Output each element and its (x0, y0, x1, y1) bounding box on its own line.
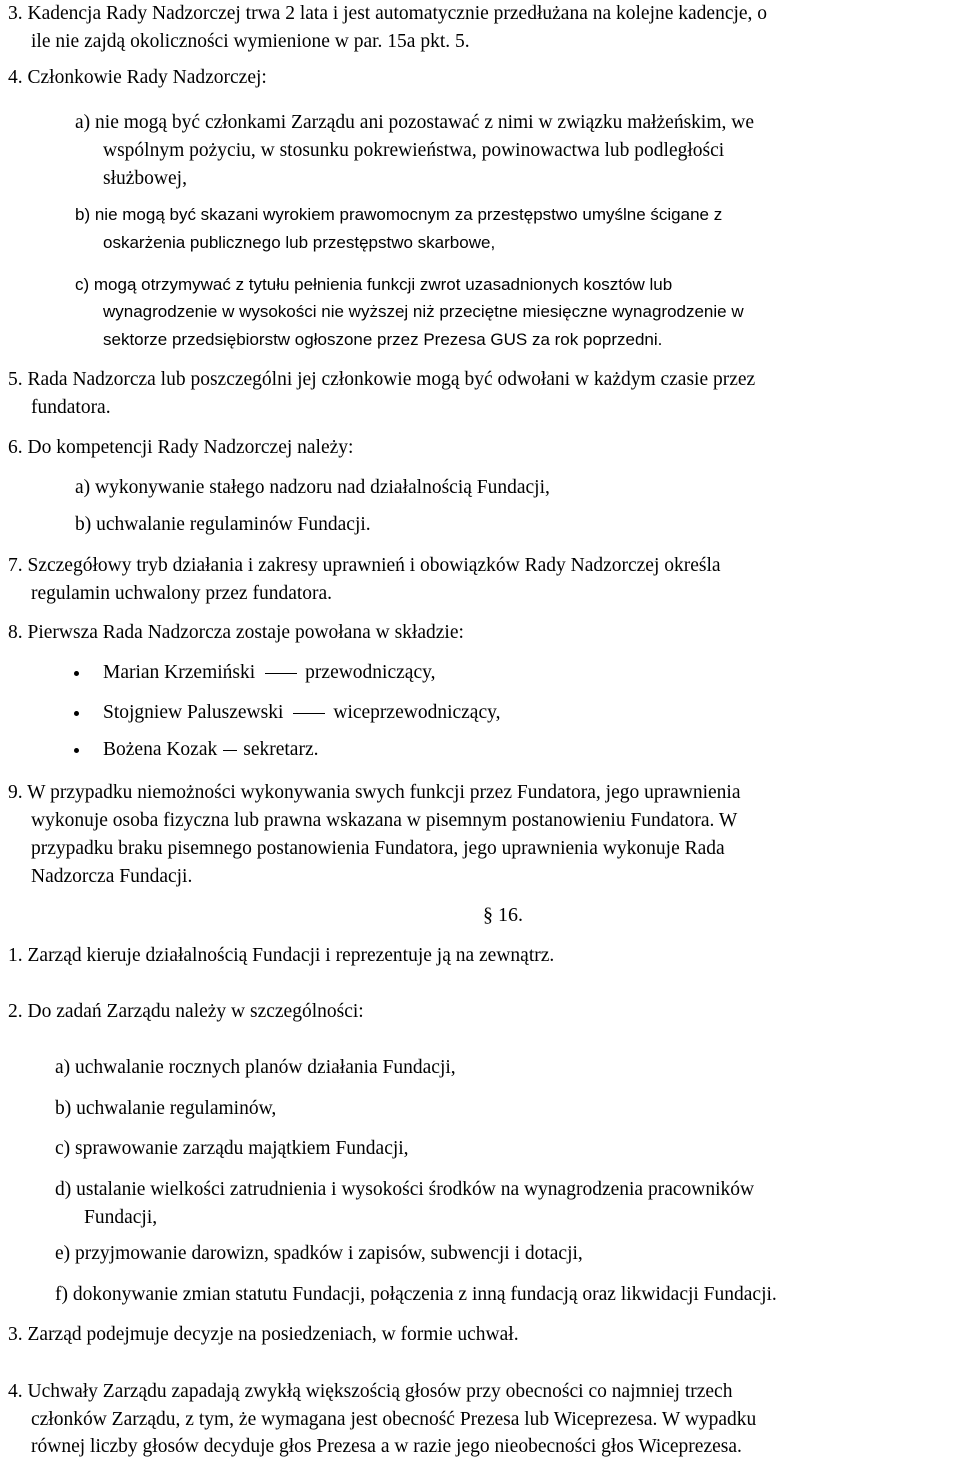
section-number: 16. (498, 904, 523, 926)
item-4a-line-1: a) nie mogą być członkami Zarządu ani pozostawać z nimi w związku małżeńskim, we (75, 112, 754, 133)
dash-separator (293, 713, 325, 715)
item-2a: a) uchwalanie rocznych planów działania Fundacji, (55, 1057, 456, 1078)
item-4b-line-1: b) nie mogą być skazani wyrokiem prawomocnym za przestępstwo umyślne ścigane z (75, 205, 723, 224)
paragraph-5-line-1: 5. Rada Nadzorcza lub poszczególni jej członkowie mogą być odwołani w każdym czasie przez (8, 369, 756, 390)
s16-paragraph-4-line-2: członków Zarządu, z tym, że wymagana jest obecność Prezesa lub Wiceprezesa. W wypadku (31, 1409, 757, 1430)
item-2d-line-2: Fundacji, (84, 1207, 158, 1228)
paragraph-5-line-2: fundatora. (31, 397, 111, 418)
s16-paragraph-3: 3. Zarząd podejmuje decyzje na posiedzeniach, w formie uchwał. (8, 1324, 519, 1345)
paragraph-9-line-3: przypadku braku pisemnego postanowienia Fundatora, jego uprawnienia wykonuje Rada (31, 838, 725, 859)
paragraph-3-line-2: ile nie zajdą okoliczności wymienione w par. 15a pkt. 5. (31, 31, 470, 52)
bullet-icon (74, 748, 79, 753)
dash-separator (223, 750, 237, 752)
paragraph-6-heading: 6. Do kompetencji Rady Nadzorczej należy: (8, 437, 354, 458)
item-4c-line-3: sektorze przedsiębiorstw ogłoszone przez Prezesa GUS za rok poprzedni. (103, 330, 663, 349)
member-item (103, 703, 500, 723)
bullet-icon (74, 711, 79, 716)
item-6b: b) uchwalanie regulaminów Fundacji. (75, 514, 371, 535)
paragraph-7-line-2: regulamin uchwalony przez fundatora. (31, 583, 333, 604)
paragraph-9-line-1: 9. W przypadku niemożności wykonywania swych funkcji przez Fundatora, jego uprawnienia (8, 782, 741, 803)
section-heading (483, 904, 523, 927)
paragraph-9-line-2: wykonuje osoba fizyczna lub prawna wskazana w pisemnym postanowieniu Fundatora. W (31, 810, 738, 831)
dash-separator (265, 673, 297, 675)
member-item (103, 740, 319, 760)
s16-paragraph-1: 1. Zarząd kieruje działalnością Fundacji i reprezentuje ją na zewnątrz. (8, 945, 555, 966)
item-2c: c) sprawowanie zarządu majątkiem Fundacji, (55, 1138, 409, 1159)
item-4c-line-2: wynagrodzenie w wysokości nie wyższej niż przeciętne miesięczne wynagrodzenie w (103, 302, 744, 321)
member-name: Stojgniew Paluszewski (103, 702, 284, 723)
item-6a: a) wykonywanie stałego nadzoru nad działalnością Fundacji, (75, 477, 550, 498)
paragraph-8-heading: 8. Pierwsza Rada Nadzorcza zostaje powołana w składzie: (8, 622, 464, 643)
item-2d-line-1: d) ustalanie wielkości zatrudnienia i wysokości środków na wynagrodzenia pracowników (55, 1179, 755, 1200)
paragraph-3-line-1: 3. Kadencja Rady Nadzorczej trwa 2 lata i jest automatycznie przedłużana na kolejne kadencje, o (8, 3, 768, 24)
member-item (103, 663, 435, 683)
item-2f: f) dokonywanie zmian statutu Fundacji, połączenia z inną fundacją oraz likwidacji Fundacji. (55, 1284, 777, 1305)
member-role: sekretarz. (243, 739, 319, 760)
item-4c-line-1: c) mogą otrzymywać z tytułu pełnienia funkcji zwrot uzasadnionych kosztów lub (75, 275, 673, 294)
section-sign: § (483, 904, 493, 926)
paragraph-4-heading: 4. Członkowie Rady Nadzorczej: (8, 67, 267, 88)
item-2b: b) uchwalanie regulaminów, (55, 1098, 277, 1119)
item-2e: e) przyjmowanie darowizn, spadków i zapisów, subwencji i dotacji, (55, 1243, 583, 1264)
paragraph-7-line-1: 7. Szczegółowy tryb działania i zakresy uprawnień i obowiązków Rady Nadzorczej określa (8, 555, 721, 576)
bullet-icon (74, 671, 79, 676)
s16-paragraph-4-line-3: równej liczby głosów decyduje głos Prezesa a w razie jego nieobecności głos Wiceprezesa. (31, 1436, 742, 1457)
member-name: Marian Krzemiński (103, 662, 256, 683)
member-name: Bożena Kozak (103, 739, 218, 760)
item-4a-line-2: wspólnym pożyciu, w stosunku pokrewieństwa, powinowactwa lub podległości (103, 140, 725, 161)
paragraph-9-line-4: Nadzorcza Fundacji. (31, 866, 193, 887)
member-role: przewodniczący, (305, 662, 436, 683)
item-4a-line-3: służbowej, (103, 168, 187, 189)
member-role: wiceprzewodniczący, (333, 702, 501, 723)
item-4b-line-2: oskarżenia publicznego lub przestępstwo skarbowe, (103, 233, 496, 252)
s16-paragraph-2-heading: 2. Do zadań Zarządu należy w szczególności: (8, 1001, 364, 1022)
s16-paragraph-4-line-1: 4. Uchwały Zarządu zapadają zwykłą większością głosów przy obecności co najmniej trzech (8, 1381, 733, 1402)
